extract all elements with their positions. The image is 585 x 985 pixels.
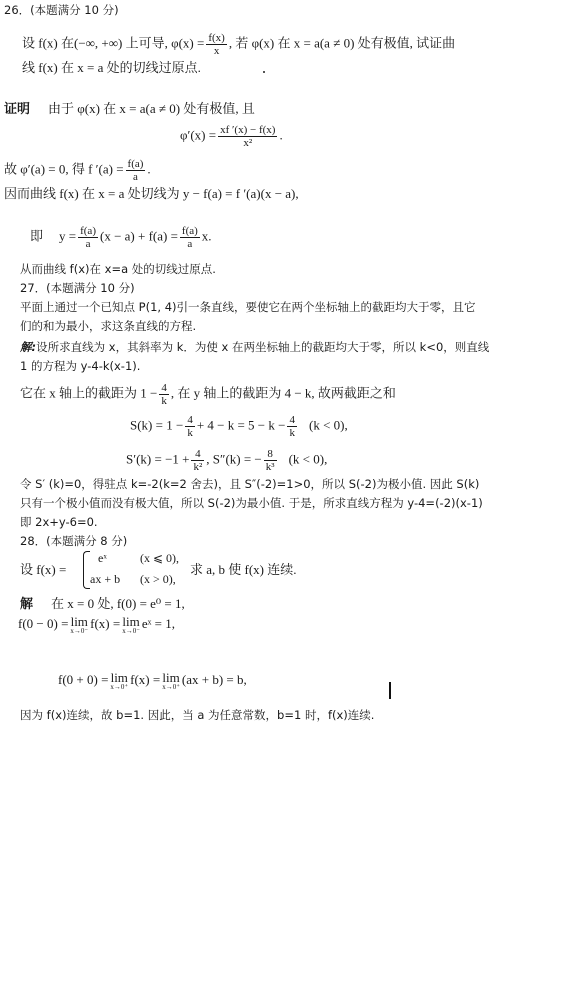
q26-header: 26．(本题满分 10 分) [4,3,119,17]
q27-result-line2: 只有一个极小值而没有极大值，所以 S(-2)为最小值. 于是，所求直线方程为 y-4=(-2)(x-1) [20,496,483,510]
q28-definition-lhs: 设 f(x) = [20,562,67,577]
q26-ji-line: 即 y = $\frac{f(a)}{a}$ (x − a) + f(a) = $\frac{f(a)}{a}$ x. [30,225,212,250]
q28-left-limit: f(0 − 0) = lim x→0⁻ f(x) = lim x→0⁻ eˣ = 1, [18,614,175,635]
q26-tangent-line: 因而曲线 f(x) 在 x = a 处切线为 y − f(a) = f ′(a)(x − a), [4,186,299,201]
q28-case2-cond: (x > 0), [140,572,176,586]
scan-speck [263,71,265,73]
q27-header: 27．(本题满分 10 分) [20,281,135,295]
q26-so-line: 故 φ′(a) = 0, 得 f ′(a) = $\frac{f(a)}{a}$ . [4,158,151,183]
q28-final-line: 因为 f(x)连续，故 b=1. 因此，当 a 为任意常数，b=1 时，f(x)连续. [20,708,375,722]
q27-Sprime-formula: S′(k) = −1 + $\frac{4}{\text{k²}}$ , S″(k) = − $\frac{8}{\text{k³}}$ (k < 0), [126,448,328,473]
q28-case2-expr: ax + b [90,572,121,586]
q27-solution-line2: 1 的方程为 y-4-k(x-1). [20,359,141,373]
q27-result-line1: 令 S′ (k)=0，得驻点 k=-2(k=2 舍去)，且 S″(-2)=1>0，所以 S(-2)为极小值. 因此 S(k) [20,477,480,491]
piecewise-brace [83,551,90,589]
q27-statement-line2: 们的和为最小，求这条直线的方程. [20,319,197,333]
phi-fraction: $\frac{f(x)}{x}$ [208,32,225,57]
text-cursor [389,682,391,699]
q28-header: 28．(本题满分 8 分) [20,534,128,548]
q28-solution-line1: 解 在 x = 0 处, f(0) = e⁰ = 1, [20,596,185,611]
q26-proof-line1: 证明 由于 φ(x) 在 x = a(a ≠ 0) 处有极值, 且 [4,101,255,116]
q27-result-line3: 即 2x+y-6=0. [20,515,98,529]
q27-statement-line1: 平面上通过一个已知点 P(1, 4)引一条直线，要使它在两个坐标轴上的截距均大于零，且它 [20,300,476,314]
q27-intercept-line: 它在 x 轴上的截距为 1 − $\frac{4}{k}$ , 在 y 轴上的截距为 4 − k, 故两截距之和 [20,382,396,407]
q28-case1-cond: (x ⩽ 0), [140,551,180,565]
q26-conclusion: 从而曲线 f(x)在 x=a 处的切线过原点. [20,262,216,276]
q26-statement-line2: 线 f(x) 在 x = a 处的切线过原点. [22,60,201,75]
q27-S-formula: S(k) = 1 − $\frac{4}{k}$ + 4 − k = 5 − k − $\frac{4}{k}$ (k < 0), [130,414,348,439]
q28-right-limit: f(0 + 0) = lim x→0⁺ f(x) = lim x→0⁺ (ax + b) = b, [58,670,247,691]
q26-statement-line1: 设 f(x) 在(−∞, +∞) 上可导, φ(x) = $\frac{f(x)}{x}$ , 若 φ(x) 在 x = a(a ≠ 0) 处有极值, 试证曲 [22,32,456,57]
q26-derivative-formula: φ′(x) = $\frac{xf '(x) - f(x)}{\text{x²}}$ . [180,124,283,149]
q28-definition-rhs: 求 a, b 使 f(x) 连续. [190,562,297,577]
q28-case1-expr: eˣ [98,551,107,565]
q27-solution-line1: 解:设所求直线为 x，其斜率为 k．为使 x 在两坐标轴上的截距均大于零，所以 k<0，则直线 [20,340,490,354]
